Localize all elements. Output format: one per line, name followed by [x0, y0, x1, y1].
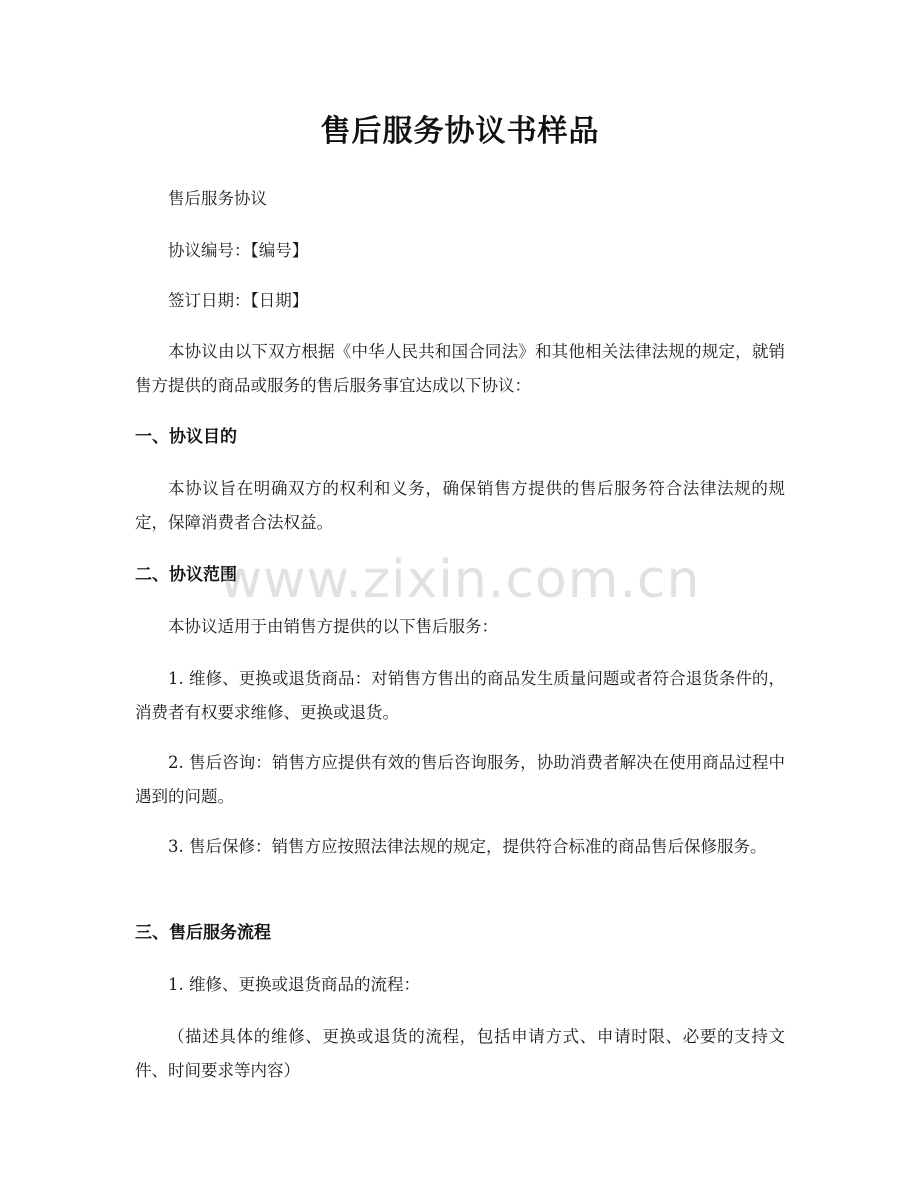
- scope-item-2: 2. 售后咨询：销售方应提供有效的售后咨询服务，协助消费者解决在使用商品过程中遇到的问题。: [135, 753, 785, 806]
- watermark-text: www.zixin.com.cn: [219, 550, 701, 610]
- intro-paragraph: 本协议由以下双方根据《中华人民共和国合同法》和其他相关法律法规的规定，就销售方提供的商品或服务的售后服务事宜达成以下协议：: [135, 342, 785, 395]
- agreement-subtitle: 售后服务协议: [168, 189, 267, 208]
- section-heading-process: 三、售后服务流程: [135, 923, 271, 943]
- scope-item-1: 1. 维修、更换或退货商品：对销售方售出的商品发生质量问题或者符合退货条件的，消费者有权要求维修、更换或退货。: [135, 669, 785, 722]
- scope-item-3: 3. 售后保修：销售方应按照法律法规的规定，提供符合标准的商品售后保修服务。: [168, 837, 767, 856]
- section-heading-scope: 二、协议范围: [135, 565, 237, 585]
- purpose-paragraph: 本协议旨在明确双方的权利和义务，确保销售方提供的售后服务符合法律法规的规定，保障消费者合法权益。: [135, 479, 785, 532]
- sign-date: 签订日期：【日期】: [168, 291, 309, 310]
- process-description: （描述具体的维修、更换或退货的流程，包括申请方式、申请时限、必要的支持文件、时间要求等内容）: [135, 1027, 785, 1080]
- section-heading-purpose: 一、协议目的: [135, 427, 237, 447]
- scope-paragraph-intro: 本协议适用于由销售方提供的以下售后服务：: [168, 617, 498, 636]
- process-item-1: 1. 维修、更换或退货商品的流程：: [168, 975, 420, 994]
- document-title: 售后服务协议书样品: [320, 114, 600, 149]
- agreement-number: 协议编号：【编号】: [168, 241, 309, 260]
